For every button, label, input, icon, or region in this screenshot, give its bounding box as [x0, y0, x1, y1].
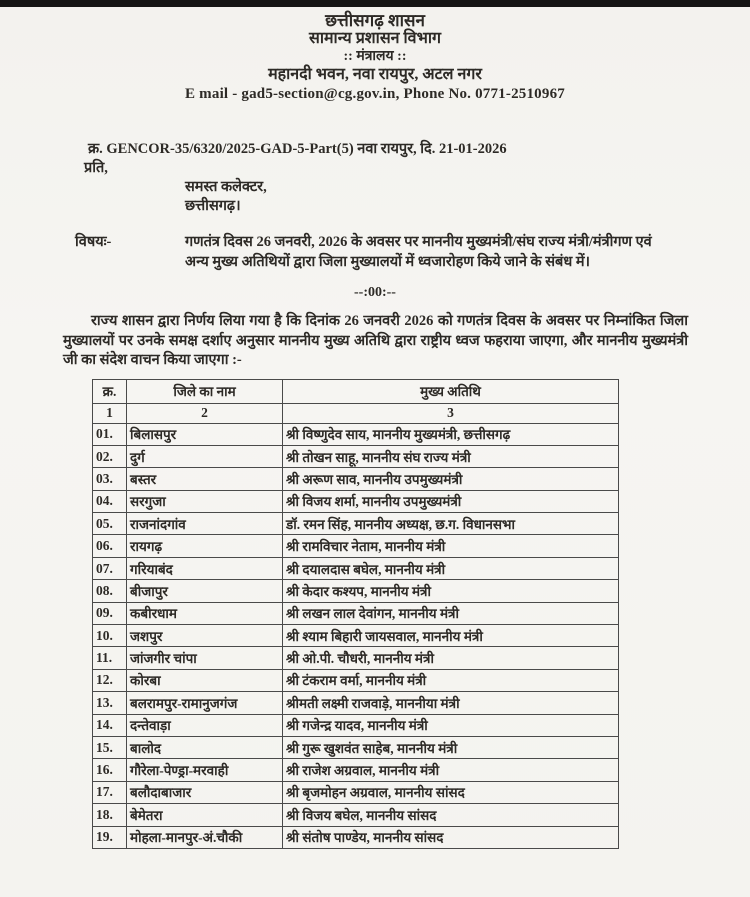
table-row	[93, 714, 619, 736]
row-guest: श्री रामविचार नेताम, माननीय मंत्री	[283, 535, 619, 557]
row-guest: श्री केदार कश्यप, माननीय मंत्री	[283, 580, 619, 602]
row-guest: श्री अरूण साव, माननीय उपमुख्यमंत्री	[283, 468, 619, 490]
row-sno: 03.	[93, 468, 127, 490]
addressee-label: प्रति,	[84, 160, 108, 176]
subject-row	[75, 232, 750, 272]
table-row	[93, 736, 619, 758]
table-row	[93, 759, 619, 781]
table-row	[93, 557, 619, 579]
row-sno: 14.	[93, 714, 127, 736]
table-row	[93, 468, 619, 490]
row-guest: श्री गुरू खुशवंत साहेब, माननीय मंत्री	[283, 736, 619, 758]
table-row	[93, 490, 619, 512]
addressee-block	[185, 178, 750, 216]
header-district: जिले का नाम	[127, 379, 283, 403]
row-guest: श्रीमती लक्ष्मी राजवाड़े, माननीया मंत्री	[283, 692, 619, 714]
row-sno: 06.	[93, 535, 127, 557]
table-head	[93, 379, 619, 423]
table-row	[93, 826, 619, 848]
row-guest: श्री बृजमोहन अग्रवाल, माननीय सांसद	[283, 781, 619, 803]
table-row	[93, 692, 619, 714]
row-guest: श्री ओ.पी. चौधरी, माननीय मंत्री	[283, 647, 619, 669]
table-body	[93, 423, 619, 848]
colnum-2: 2	[127, 403, 283, 423]
reference-line: क्र. GENCOR-35/6320/2025-GAD-5-Part(5) नवा रायपुर, दि. 21-01-2026	[88, 141, 507, 157]
row-guest: श्री लखन लाल देवांगन, माननीय मंत्री	[283, 602, 619, 624]
table-row	[93, 647, 619, 669]
table-row	[93, 535, 619, 557]
table-row	[93, 513, 619, 535]
address-line: महानदी भवन, नवा रायपुर, अटल नगर	[268, 66, 482, 83]
row-district: राजनांदगांव	[127, 513, 283, 535]
ministry-line: :: मंत्रालय ::	[343, 49, 407, 64]
row-sno: 16.	[93, 759, 127, 781]
row-sno: 04.	[93, 490, 127, 512]
header-sno: क्र.	[93, 379, 127, 403]
row-sno: 11.	[93, 647, 127, 669]
contact-line: E mail - gad5-section@cg.gov.in, Phone No. 0771-2510967	[185, 86, 565, 102]
colnum-1: 1	[93, 403, 127, 423]
table-row	[93, 804, 619, 826]
department-name: सामान्य प्रशासन विभाग	[309, 30, 441, 47]
table-row	[93, 625, 619, 647]
row-district: कोरबा	[127, 669, 283, 691]
row-sno: 09.	[93, 602, 127, 624]
row-sno: 07.	[93, 557, 127, 579]
row-district: बिलासपुर	[127, 423, 283, 445]
row-sno: 17.	[93, 781, 127, 803]
row-district: बेमेतरा	[127, 804, 283, 826]
table-row	[93, 781, 619, 803]
row-sno: 18.	[93, 804, 127, 826]
row-guest: श्री संतोष पाण्डेय, माननीय सांसद	[283, 826, 619, 848]
row-district: बलरामपुर-रामानुजगंज	[127, 692, 283, 714]
body-paragraph: राज्य शासन द्वारा निर्णय लिया गया है कि दिनांक 26 जनवरी 2026 को गणतंत्र दिवस के अवसर पर निम्नांकित जिला मुख्यालयों पर उनके समक्ष दर्शाए अनुसार माननीय मुख्य अतिथि द्वारा राष्ट्रीय ध्वज फहराया जाएगा, और माननीय मुख्यमंत्री जी का संदेश वाचन किया जाएगा :-	[63, 313, 688, 368]
row-sno: 08.	[93, 580, 127, 602]
row-guest: श्री गजेन्द्र यादव, माननीय मंत्री	[283, 714, 619, 736]
letterhead	[0, 7, 750, 104]
header-row	[93, 379, 619, 403]
row-guest: श्री तोखन साहू, माननीय संघ राज्य मंत्री	[283, 445, 619, 467]
row-sno: 15.	[93, 736, 127, 758]
row-guest: डॉ. रमन सिंह, माननीय अध्यक्ष, छ.ग. विधानसभा	[283, 513, 619, 535]
scan-top-edge	[0, 0, 750, 7]
row-guest: श्री विजय बघेल, माननीय सांसद	[283, 804, 619, 826]
section-separator: --:00:--	[354, 285, 396, 300]
row-district: बालोद	[127, 736, 283, 758]
government-name: छत्तीसगढ़ शासन	[325, 11, 425, 30]
row-district: सरगुजा	[127, 490, 283, 512]
addressee-region: छत्तीसगढ़।	[185, 198, 241, 214]
row-sno: 10.	[93, 625, 127, 647]
row-district: गौरेला-पेण्ड्रा-मरवाही	[127, 759, 283, 781]
table-row	[93, 580, 619, 602]
row-district: बीजापुर	[127, 580, 283, 602]
row-guest: श्री विष्णुदेव साय, माननीय मुख्यमंत्री, छत्तीसगढ़	[283, 423, 619, 445]
row-district: मोहला-मानपुर-अं.चौकी	[127, 826, 283, 848]
row-guest: श्री दयालदास बघेल, माननीय मंत्री	[283, 557, 619, 579]
row-district: बलौदाबाजार	[127, 781, 283, 803]
row-district: दुर्ग	[127, 445, 283, 467]
row-sno: 19.	[93, 826, 127, 848]
row-district: रायगढ़	[127, 535, 283, 557]
table-row	[93, 669, 619, 691]
row-guest: श्री टंकराम वर्मा, माननीय मंत्री	[283, 669, 619, 691]
table-row	[93, 602, 619, 624]
table-row	[93, 445, 619, 467]
column-number-row	[93, 403, 619, 423]
row-district: दन्तेवाड़ा	[127, 714, 283, 736]
addressee-name: समस्त कलेक्टर,	[185, 179, 267, 195]
row-sno: 02.	[93, 445, 127, 467]
colnum-3: 3	[283, 403, 619, 423]
row-district: गरियाबंद	[127, 557, 283, 579]
row-district: जशपुर	[127, 625, 283, 647]
row-guest: श्री श्याम बिहारी जायसवाल, माननीय मंत्री	[283, 625, 619, 647]
row-sno: 13.	[93, 692, 127, 714]
header-guest: मुख्य अतिथि	[283, 379, 619, 403]
row-sno: 01.	[93, 423, 127, 445]
guests-table	[92, 379, 619, 849]
row-guest: श्री विजय शर्मा, माननीय उपमुख्यमंत्री	[283, 490, 619, 512]
row-district: जांजगीर चांपा	[127, 647, 283, 669]
row-district: कबीरधाम	[127, 602, 283, 624]
table-row	[93, 423, 619, 445]
row-sno: 12.	[93, 669, 127, 691]
letter-page	[0, 7, 750, 849]
row-sno: 05.	[93, 513, 127, 535]
subject-label: विषयः-	[75, 234, 112, 250]
row-guest: श्री राजेश अग्रवाल, माननीय मंत्री	[283, 759, 619, 781]
subject-text: गणतंत्र दिवस 26 जनवरी, 2026 के अवसर पर माननीय मुख्यमंत्री/संघ राज्य मंत्री/मंत्रीगण एवं अन्य मुख्य अतिथियों द्वारा जिला मुख्यालयों में ध्वजारोहण किये जाने के संबंध में।	[185, 234, 652, 270]
row-district: बस्तर	[127, 468, 283, 490]
